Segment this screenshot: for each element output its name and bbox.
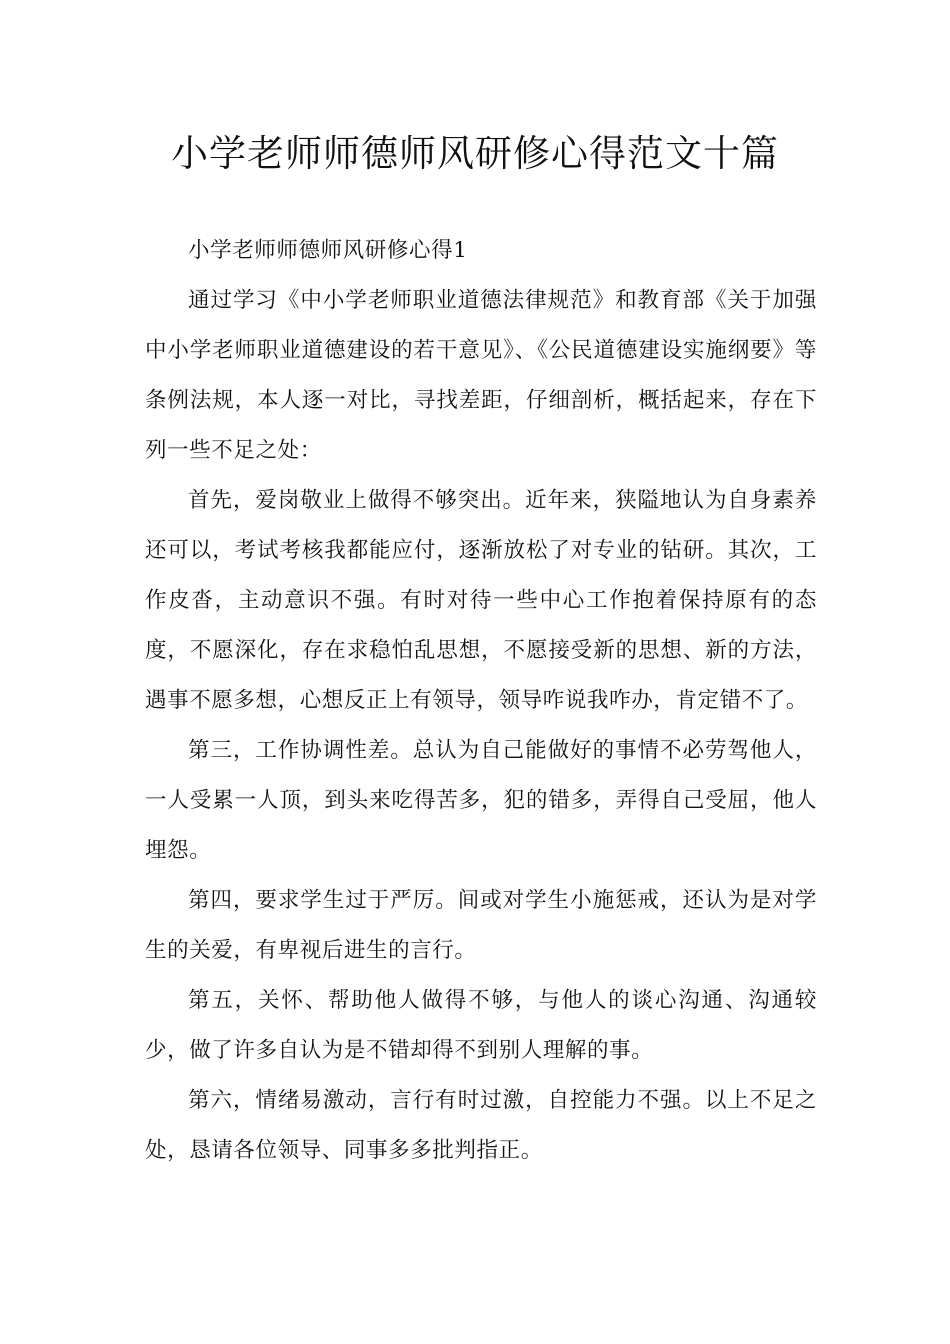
section-heading: 小学老师师德师风研修心得1	[188, 238, 468, 263]
paragraph-fifth: 第五，关怀、帮助他人做得不够，与他人的谈心沟通、沟通较少，做了许多自认为是不错却得不到别人理解的事。	[145, 988, 817, 1063]
document-body	[145, 226, 817, 1176]
paragraph-first-second: 首先，爱岗敬业上做得不够突出。近年来，狭隘地认为自身素养还可以，考试考核我都能应付，逐渐放松了对专业的钻研。其次，工作皮沓，主动意识不强。有时对待一些中心工作抱着保持原有的态度，不愿深化，存在求稳怕乱思想，不愿接受新的思想、新的方法，遇事不愿多想，心想反正上有领导，领导咋说我咋办，肯定错不了。	[145, 488, 817, 713]
paragraph-sixth: 第六，情绪易激动，言行有时过激，自控能力不强。以上不足之处，恳请各位领导、同事多多批判指正。	[145, 1088, 817, 1163]
paragraph-intro: 通过学习《中小学老师职业道德法律规范》和教育部《关于加强中小学老师职业道德建设的若干意见》、《公民道德建设实施纲要》等条例法规，本人逐一对比，寻找差距，仔细剖析，概括起来，存在下列一些不足之处：	[145, 288, 817, 463]
paragraph-third: 第三，工作协调性差。总认为自己能做好的事情不必劳驾他人，一人受累一人顶，到头来吃得苦多，犯的错多，弄得自己受屈，他人埋怨。	[145, 738, 817, 863]
paragraph-fourth: 第四，要求学生过于严厉。间或对学生小施惩戒，还认为是对学生的关爱，有卑视后进生的言行。	[145, 888, 817, 963]
document-title: 小学老师师德师风研修心得范文十篇	[171, 132, 779, 175]
